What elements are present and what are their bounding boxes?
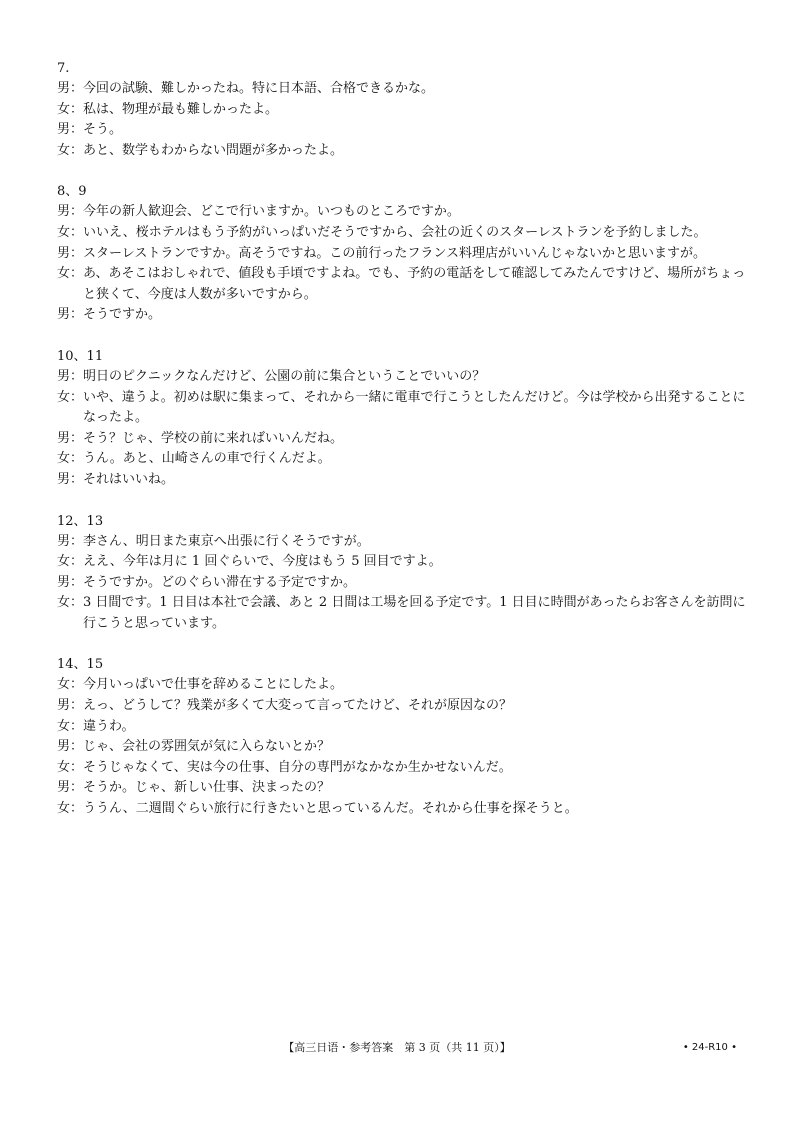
line-text: 李さん、明日また東京へ出張に行くそうですが。 — [83, 533, 370, 549]
footer-code: • 24-R10 • — [682, 1042, 737, 1053]
section-number: 10、11 — [57, 348, 104, 364]
dialogue-line — [57, 573, 747, 594]
speaker-label: 男： — [57, 430, 84, 446]
speaker-label: 女： — [57, 142, 84, 158]
line-text: いいえ、桜ホテルはもう予約がいっぱいだそうですから、会社の近くのスターレストランを予約しました。 — [83, 224, 707, 240]
line-text: そうか。じゃ、新しい仕事、決まったの？ — [83, 780, 331, 796]
section-number: 14、15 — [57, 657, 104, 673]
speaker-label: 男： — [57, 368, 84, 384]
dialogue-line — [57, 758, 747, 779]
line-text: 違うわ。 — [83, 718, 135, 734]
dialogue-line — [57, 778, 747, 799]
speaker-label: 女： — [57, 801, 84, 817]
dialogue-line — [57, 449, 747, 470]
line-text: 今月いっぱいで仕事を辞めることにしたよ。 — [83, 677, 344, 693]
line-text: いや、違うよ。初めは駅に集まって、それから一緒に電車で行こうとしたんだけど。今は学校から出発することになったよ。 — [83, 389, 746, 426]
speaker-label: 男： — [57, 574, 84, 590]
line-text: そう。 — [83, 122, 123, 138]
dialogue-line — [57, 79, 747, 100]
dialogue-line — [57, 470, 747, 491]
dialogue-line — [57, 367, 747, 388]
speaker-label: 女： — [57, 595, 84, 611]
speaker-label: 女： — [57, 554, 84, 570]
line-text: そうですか。 — [83, 307, 162, 323]
dialogue-line — [57, 244, 747, 265]
line-text: ええ、今年は月に 1 回ぐらいで、今度はもう 5 回目ですよ。 — [83, 554, 442, 570]
dialogue-line — [57, 675, 747, 696]
speaker-label: 女： — [57, 677, 84, 693]
section-number: 7. — [57, 61, 70, 76]
speaker-label: 男： — [57, 307, 84, 323]
line-text: ううん、二週間ぐらい旅行に行きたいと思っているんだ。それから仕事を探そうと。 — [83, 801, 578, 817]
speaker-label: 男： — [57, 471, 84, 487]
speaker-label: 男： — [57, 533, 84, 549]
dialogue-line — [57, 264, 747, 305]
dialogue-section — [57, 181, 747, 326]
speaker-label: 男： — [57, 698, 84, 714]
line-text: じゃ、会社の雰囲気が気に入らないとか？ — [83, 739, 331, 755]
dialogue-line — [57, 532, 747, 553]
line-text: そうじゃなくて、実は今の仕事、自分の専門がなかなか生かせないんだ。 — [83, 759, 512, 775]
line-text: うん。あと、山崎さんの車で行くんだよ。 — [83, 451, 331, 467]
dialogue-line — [57, 552, 747, 573]
speaker-label: 男： — [57, 81, 84, 96]
dialogue-line — [57, 717, 747, 738]
section-number: 8、9 — [57, 184, 87, 200]
dialogue-line — [57, 799, 747, 820]
line-text: 明日のピクニックなんだけど、公園の前に集合ということでいいの？ — [83, 368, 486, 384]
speaker-label: 女： — [57, 759, 84, 775]
line-text: あと、数学もわからない問題が多かったよ。 — [83, 142, 344, 158]
speaker-label: 男： — [57, 122, 84, 138]
section-number: 12、13 — [57, 513, 104, 529]
line-text: あ、あそこはおしゃれで、値段も手頃ですよね。でも、予約の電話をして確認してみたんですけど、場所がちょっと狭くて、今度は人数が多いですから。 — [83, 266, 746, 302]
dialogue-line — [57, 593, 747, 634]
line-text: そう？じゃ、学校の前に来ればいいんだね。 — [83, 430, 344, 446]
dialogue-line — [57, 202, 747, 223]
dialogue-line — [57, 429, 747, 450]
dialogue-section — [57, 346, 747, 491]
dialogue-section — [57, 58, 747, 161]
speaker-label: 女： — [57, 101, 84, 117]
speaker-label: 女： — [57, 389, 84, 405]
dialogue-section — [57, 654, 747, 819]
line-text: 今回の試験、難しかったね。特に日本語、合格できるかな。 — [83, 81, 435, 96]
speaker-label: 女： — [57, 224, 84, 240]
dialogue-line — [57, 388, 747, 429]
line-text: そうですか。どのぐらい滞在する予定ですか。 — [83, 574, 357, 590]
speaker-label: 女： — [57, 451, 84, 467]
line-text: 今年の新人歓迎会、どこで行いますか。いつものところですか。 — [83, 204, 460, 220]
dialogue-line — [57, 223, 747, 244]
speaker-label: 女： — [57, 718, 84, 734]
dialogue-line — [57, 100, 747, 121]
speaker-label: 男： — [57, 739, 84, 755]
speaker-label: 女： — [57, 266, 84, 282]
line-text: 3 日間です。1 日目は本社で会議、あと 2 日間は工場を回る予定です。1 日目に時間があったらお客さんを訪問に行こうと思っています。 — [83, 595, 746, 631]
speaker-label: 男： — [57, 245, 84, 261]
line-text: えっ、どうして？残業が多くて大変って言ってたけど、それが原因なの？ — [83, 698, 513, 714]
dialogue-line — [57, 737, 747, 758]
dialogue-line — [57, 305, 747, 326]
speaker-label: 男： — [57, 204, 84, 220]
footer-page-info: 【高三日语・参考答案 第 3 页（共 11 页）】 — [283, 1041, 511, 1054]
line-text: スターレストランですか。高そうですね。この前行ったフランス料理店がいいんじゃないかと思いますが。 — [83, 245, 706, 261]
line-text: それはいいね。 — [83, 471, 175, 487]
line-text: 私は、物理が最も難しかったよ。 — [83, 101, 279, 117]
speaker-label: 男： — [57, 780, 84, 796]
transcript — [57, 58, 747, 840]
dialogue-section — [57, 511, 747, 635]
dialogue-line — [57, 696, 747, 717]
dialogue-line — [57, 120, 747, 141]
dialogue-line — [57, 141, 747, 162]
